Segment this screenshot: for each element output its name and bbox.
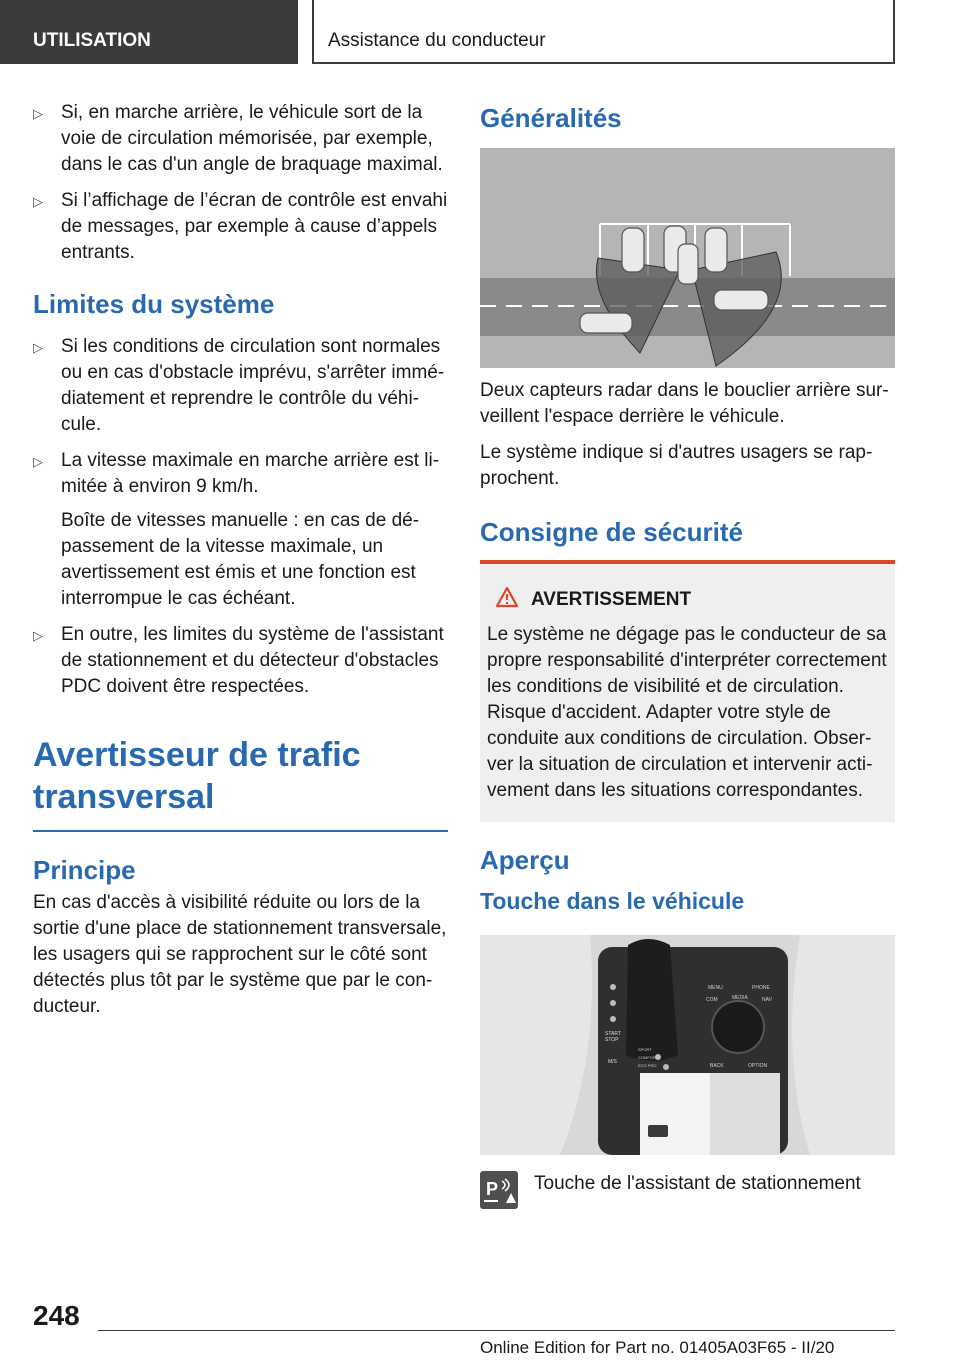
right-column	[480, 100, 895, 1209]
header-chapter-label: Assistance du conducteur	[328, 30, 546, 51]
subsection-title-button: Touche dans le véhicule	[480, 888, 745, 914]
header-section	[0, 0, 298, 64]
radar-diagram	[480, 148, 895, 368]
console-label-option: OPTION	[748, 1063, 768, 1069]
list-item	[33, 334, 448, 438]
list-item-text: La vitesse maximale en marche arrière est limitée à environ 9 km/h.	[61, 450, 440, 497]
section-title-limits: Limites du système	[33, 289, 275, 319]
console-label-back: BACK	[710, 1063, 724, 1069]
list-item-text: Si les conditions de circulation sont normales ou en cas d'obstacle imprévu, s'arrêter immédiatement et reprendre le contrôle du véhicule.	[61, 336, 445, 435]
radar-illustration	[480, 148, 895, 368]
list-item-text: En outre, les limites du système de l'assistant de stationnement et du détecteur d'obstacles PDC doivent être respectées.	[61, 624, 444, 697]
bullet-triangle-icon: ▷	[33, 454, 43, 469]
page-number: 248	[33, 1300, 80, 1331]
bullet-triangle-icon: ▷	[33, 628, 43, 643]
list-item-text: Si l’affichage de l’écran de contrôle est envahi de messages, par exemple à cause d’appels entrants.	[61, 190, 448, 263]
console-photo	[480, 935, 895, 1155]
section-title-safety: Consigne de sécurité	[480, 517, 743, 547]
console-label-start: START	[605, 1031, 621, 1037]
general-text-2: Le système indique si d'autres usagers se rapprochent.	[480, 442, 873, 489]
principle-text: En cas d'accès à visibilité réduite ou lors de la sortie d'une place de stationnement transversale, les usagers qui se rapprochent sur le côté sont détectés plus tôt par le système que par le conducteur.	[33, 892, 447, 1017]
console-label-eco: ECO PRO	[638, 1063, 657, 1068]
general-text-1: Deux capteurs radar dans le bouclier arrière surveillent l'espace derrière le véhicule.	[480, 380, 889, 427]
chapter-title: Avertisseur de trafic transversal	[33, 734, 448, 832]
console-label-msd: M/S	[608, 1059, 617, 1065]
warning-label: AVERTISSEMENT	[531, 589, 692, 610]
parking-assistant-icon	[480, 1171, 518, 1209]
header-chapter	[312, 0, 895, 64]
section-title-general: Généralités	[480, 103, 622, 133]
warning-box	[480, 560, 895, 822]
list-item	[33, 448, 448, 612]
console-label-stop: STOP	[605, 1037, 619, 1043]
warning-text: Le système ne dégage pas le conducteur de sa propre responsabilité d'interpréter correctement les conditions de visibilité et de circulation. Risque d'accident. Adapter votre style de conduite aux conditions de circulation. Observer la situation de circulation et intervenir activement dans les situations correspondantes.	[487, 624, 887, 801]
console-label-media: MEDIA	[732, 995, 748, 1001]
left-column	[33, 100, 448, 1030]
svg-text:P: P	[486, 1179, 499, 1199]
footer-edition: Online Edition for Part no. 01405A03F65 - II/20	[480, 1338, 835, 1357]
console-label-nav: NAV	[762, 997, 772, 1003]
list-item	[33, 188, 448, 266]
list-item-extra: Boîte de vitesses manuelle : en cas de dépassement de la vitesse maximale, un avertissement est émis et une fonction est interrompue le cas échéant.	[61, 510, 420, 609]
button-legend	[480, 1171, 895, 1209]
console-label-com: COM	[706, 997, 718, 1003]
console-illustration	[480, 935, 895, 1155]
section-title-principle: Principe	[33, 855, 136, 885]
list-item	[33, 622, 448, 700]
bullet-triangle-icon: ▷	[33, 340, 43, 355]
warning-triangle-icon	[495, 586, 519, 614]
section-title-overview: Aperçu	[480, 845, 570, 875]
header-section-label: UTILISATION	[33, 30, 151, 51]
list-item-text: Si, en marche arrière, le véhicule sort de la voie de circulation mémorisée, par exemple, dans le cas d'un angle de braquage maximal.	[61, 102, 443, 175]
list-item	[33, 100, 448, 178]
console-label-comfort: COMFORT	[638, 1055, 659, 1060]
footer-divider	[98, 1330, 895, 1331]
console-label-sport: SPORT	[638, 1047, 652, 1052]
console-label-phone: PHONE	[752, 985, 770, 991]
button-caption: Touche de l'assistant de stationnement	[534, 1173, 861, 1194]
bullet-triangle-icon: ▷	[33, 106, 43, 121]
warning-header	[495, 586, 887, 614]
bullet-triangle-icon: ▷	[33, 194, 43, 209]
console-label-menu: MENU	[708, 985, 723, 991]
